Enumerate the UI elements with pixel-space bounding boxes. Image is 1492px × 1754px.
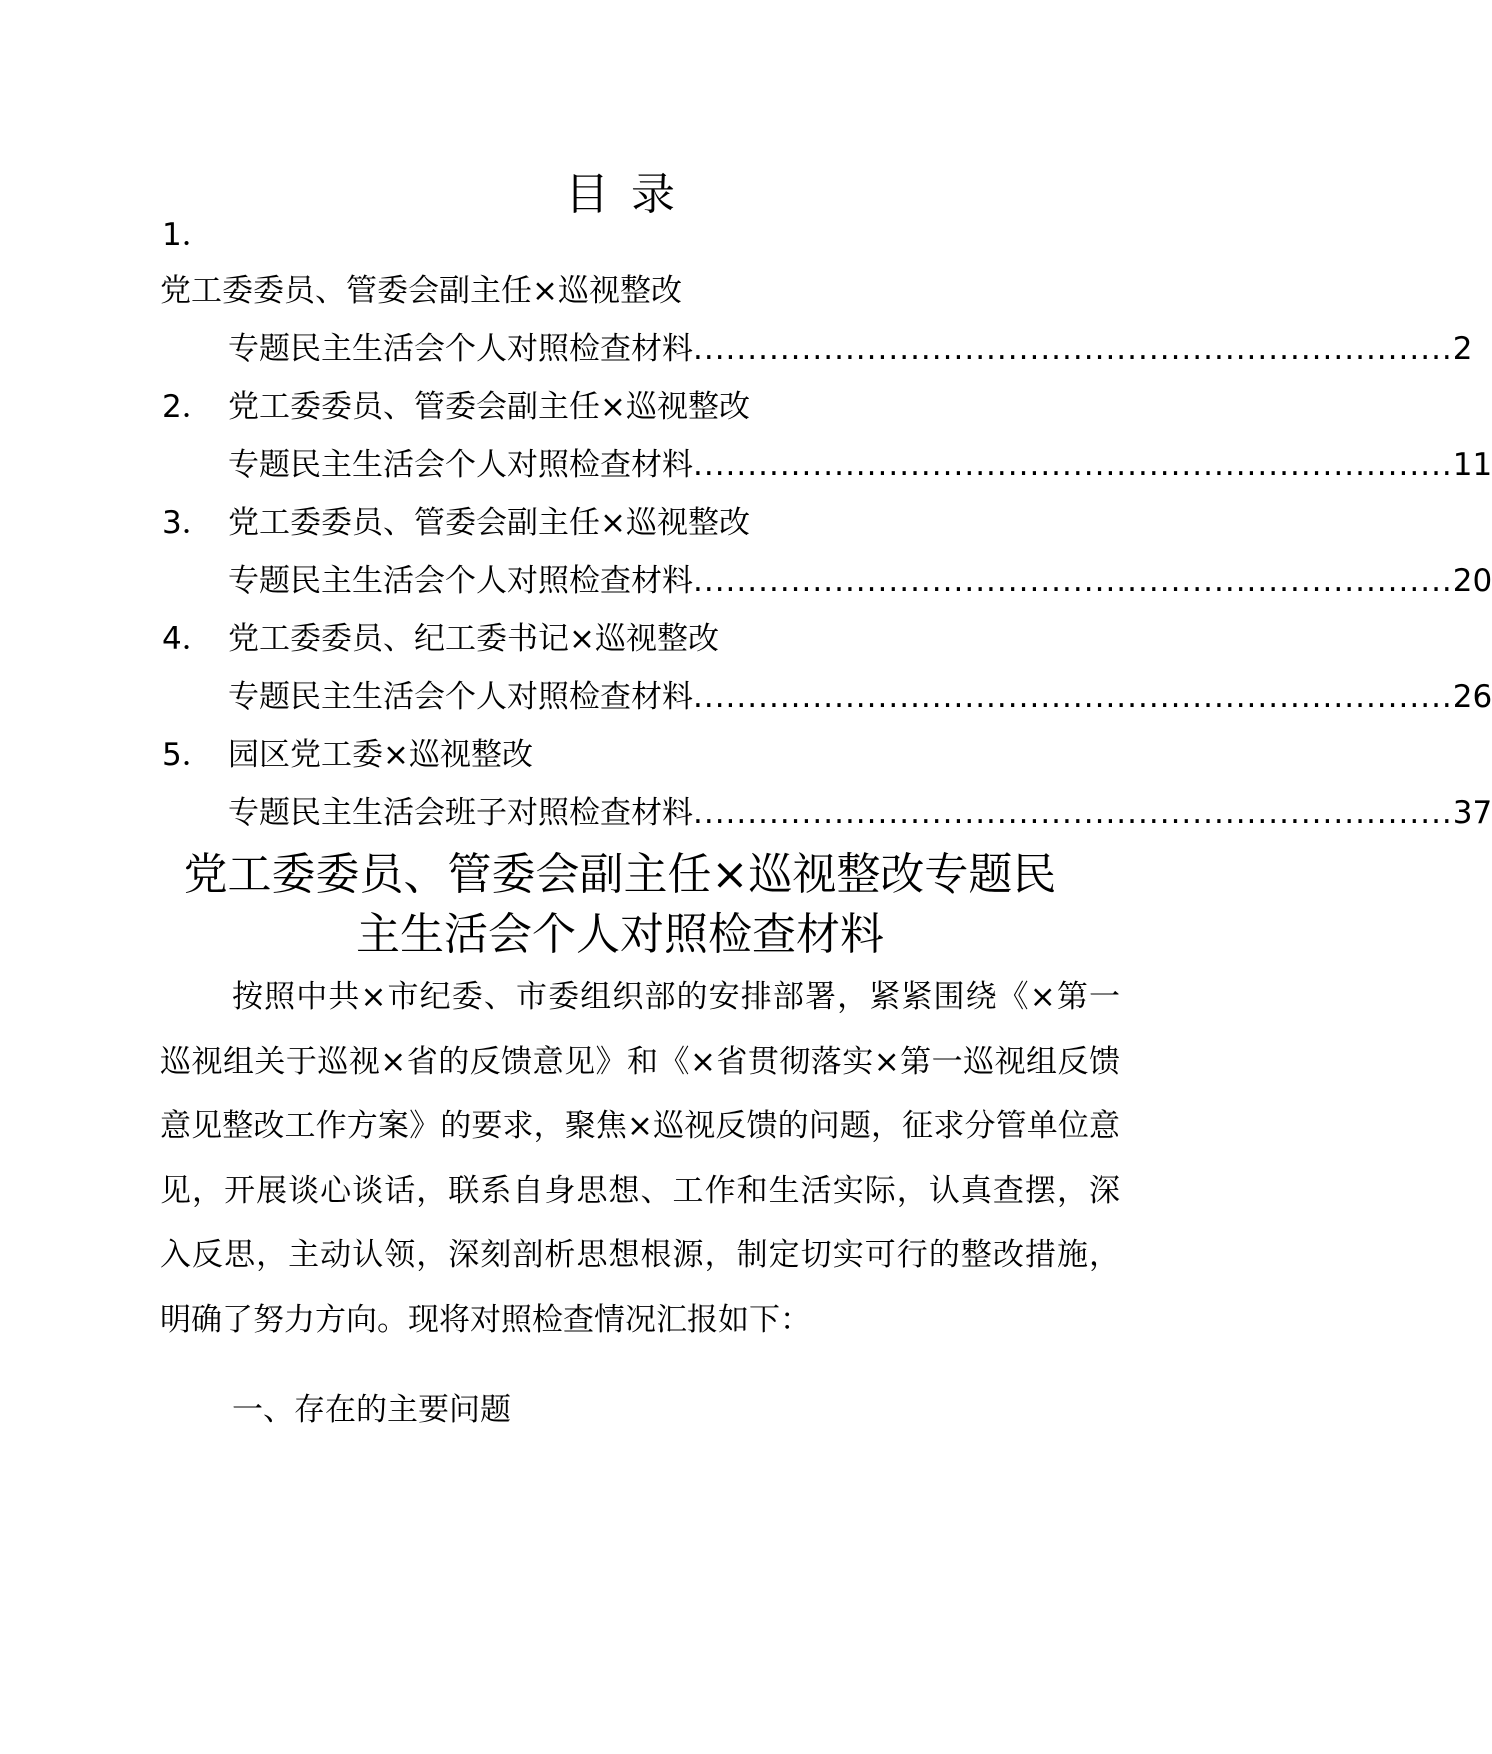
toc-entry-2-subtitle: 专题民主生活会个人对照检查材料 xyxy=(228,447,693,483)
toc-leader-dots: ...................................................................... xyxy=(693,679,1453,715)
toc-entry-3-title: 党工委委员、管委会副主任×巡视整改 xyxy=(228,505,750,541)
toc-entry-4-line2[interactable] xyxy=(228,676,1492,718)
toc-leader-dots: ...................................................................... xyxy=(693,563,1453,599)
toc-title: 目录 xyxy=(565,169,697,220)
toc-entry-5-title: 园区党工委×巡视整改 xyxy=(228,737,533,773)
toc-entry-2-title: 党工委委员、管委会副主任×巡视整改 xyxy=(228,389,750,425)
intro-paragraph: 按照中共×市纪委、市委组织部的安排部署，紧紧围绕《×第一巡视组关于巡视×省的反馈意见》和《×省贯彻落实×第一巡视组反馈意见整改工作方案》的要求，聚焦×巡视反馈的问题，征求分管单位意见，开展谈心谈话，联系自身思想、工作和生活实际，认真查摆，深入反思，主动认领，深刻剖析思想根源，制定切实可行的整改措施，明确了努力方向。现将对照检查情况汇报如下： xyxy=(160,979,1120,1338)
toc-entry-1-line2[interactable] xyxy=(228,328,1473,370)
document-title-line2: 主生活会个人对照检查材料 xyxy=(356,909,884,960)
toc-leader-dots: ...................................................................... xyxy=(693,331,1453,367)
toc-entry-1-number: 1． xyxy=(162,217,213,253)
toc-entry-4-title: 党工委委员、纪工委书记×巡视整改 xyxy=(228,621,719,657)
toc-entry-4-number: 4． xyxy=(162,621,213,657)
toc-entry-1-line1: 党工委委员、管委会副主任×巡视整改 xyxy=(160,273,682,309)
toc-entry-5-subtitle: 专题民主生活会班子对照检查材料 xyxy=(228,795,693,831)
toc-entry-2-line2[interactable] xyxy=(228,444,1492,486)
toc-entry-4-subtitle: 专题民主生活会个人对照检查材料 xyxy=(228,679,693,715)
toc-entry-1-subtitle: 专题民主生活会个人对照检查材料 xyxy=(228,331,693,367)
toc-entry-5-line1[interactable] xyxy=(162,734,533,776)
toc-entry-2-line1[interactable] xyxy=(162,386,750,428)
toc-entry-3-line2[interactable] xyxy=(228,560,1492,602)
toc-entry-2-page: 11 xyxy=(1452,447,1492,483)
toc-entry-5-number: 5． xyxy=(162,737,213,773)
toc-entry-3-subtitle: 专题民主生活会个人对照检查材料 xyxy=(228,563,693,599)
toc-entry-1-page: 2 xyxy=(1452,331,1473,367)
toc-entry-3-page: 20 xyxy=(1452,563,1492,599)
toc-leader-dots: ...................................................................... xyxy=(693,447,1453,483)
toc-entry-5-line2[interactable] xyxy=(228,792,1492,834)
toc-leader-dots: ...................................................................... xyxy=(693,795,1453,831)
document-title-line1: 党工委委员、管委会副主任×巡视整改专题民 xyxy=(183,849,1057,900)
toc-entry-3-number: 3． xyxy=(162,505,213,541)
toc-entry-4-page: 26 xyxy=(1452,679,1492,715)
toc-entry-4-line1[interactable] xyxy=(162,618,719,660)
section-heading: 一、存在的主要问题 xyxy=(232,1392,511,1428)
toc-entry-2-number: 2． xyxy=(162,389,213,425)
toc-entry-5-page: 37 xyxy=(1452,795,1492,831)
toc-entry-3-line1[interactable] xyxy=(162,502,750,544)
